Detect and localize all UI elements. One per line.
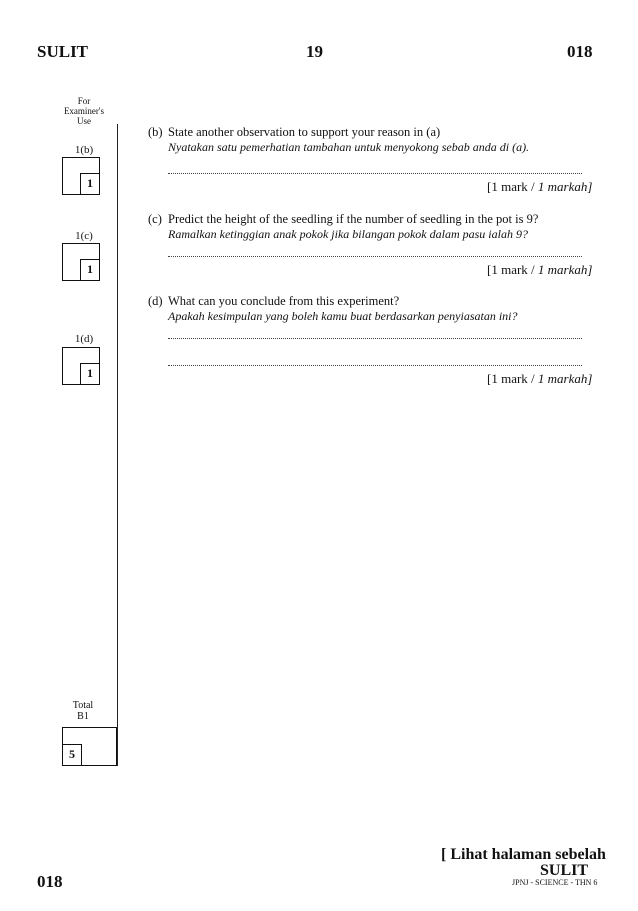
total-box: [62, 727, 117, 766]
question-b-text-ms: Nyatakan satu pemerhatian tambahan untuk menyokong sebab anda di (a).: [168, 140, 530, 154]
total-label-line1: Total: [72, 700, 94, 711]
answer-line-c[interactable]: [168, 255, 582, 257]
question-b-letter: (b): [148, 125, 163, 139]
footer-source: JPNJ - SCIENCE - THN 6: [512, 878, 598, 887]
mark-value-1b: 1: [80, 173, 100, 195]
mark-en-d: [1 mark /: [487, 371, 535, 386]
answer-line-d-2[interactable]: [168, 364, 582, 366]
question-d-text: What can you conclude from this experiment?: [168, 294, 400, 308]
answer-line-d-1[interactable]: [168, 337, 582, 339]
question-d-letter: (d): [148, 294, 163, 308]
mark-allocation-d: [487, 371, 592, 387]
question-c-letter: (c): [148, 212, 162, 226]
box-label-1c: 1(c): [75, 230, 93, 242]
mark-allocation-c: [487, 262, 592, 278]
mark-box-1b: [62, 157, 100, 195]
header-sulit: SULIT: [37, 42, 89, 61]
box-label-1b: 1(b): [74, 144, 94, 156]
next-page-note: [ Lihat halaman sebelah: [441, 846, 606, 863]
mark-allocation-b: [487, 179, 592, 195]
total-label-line2: B1: [77, 711, 89, 722]
footer-sulit: SULIT: [540, 862, 589, 879]
examiner-use-label: [54, 96, 114, 126]
question-c-text: Predict the height of the seedling if the number of seedling in the pot is 9?: [168, 212, 539, 226]
mark-ms-c: 1 markah]: [537, 262, 593, 277]
mark-box-1c: [62, 243, 100, 281]
examiner-label-line2: Examiner's: [63, 106, 105, 116]
total-mark: 5: [62, 744, 82, 766]
question-d-text-ms: Apakah kesimpulan yang boleh kamu buat berdasarkan penyiasatan ini?: [168, 309, 518, 323]
mark-en-c: [1 mark /: [487, 262, 535, 277]
footer-code: 018: [37, 872, 63, 891]
total-label: [63, 700, 103, 722]
question-b-text: State another observation to support your reason in (a): [168, 125, 441, 139]
mark-value-1c: 1: [80, 259, 100, 281]
examiner-label-line1: For: [77, 96, 91, 106]
examiner-label-line3: Use: [77, 116, 91, 126]
mark-en-b: [1 mark /: [487, 179, 535, 194]
mark-ms-d: 1 markah]: [537, 371, 593, 386]
examiner-column-divider: [117, 124, 118, 766]
box-label-1d: 1(d): [74, 333, 94, 345]
mark-ms-b: 1 markah]: [537, 179, 593, 194]
mark-box-1d: [62, 347, 100, 385]
header-code: 018: [567, 42, 593, 61]
answer-line-b[interactable]: [168, 172, 582, 174]
mark-value-1d: 1: [80, 363, 100, 385]
page-number: 19: [306, 42, 323, 61]
question-c-text-ms: Ramalkan ketinggian anak pokok jika bilangan pokok dalam pasu ialah 9?: [168, 227, 528, 241]
